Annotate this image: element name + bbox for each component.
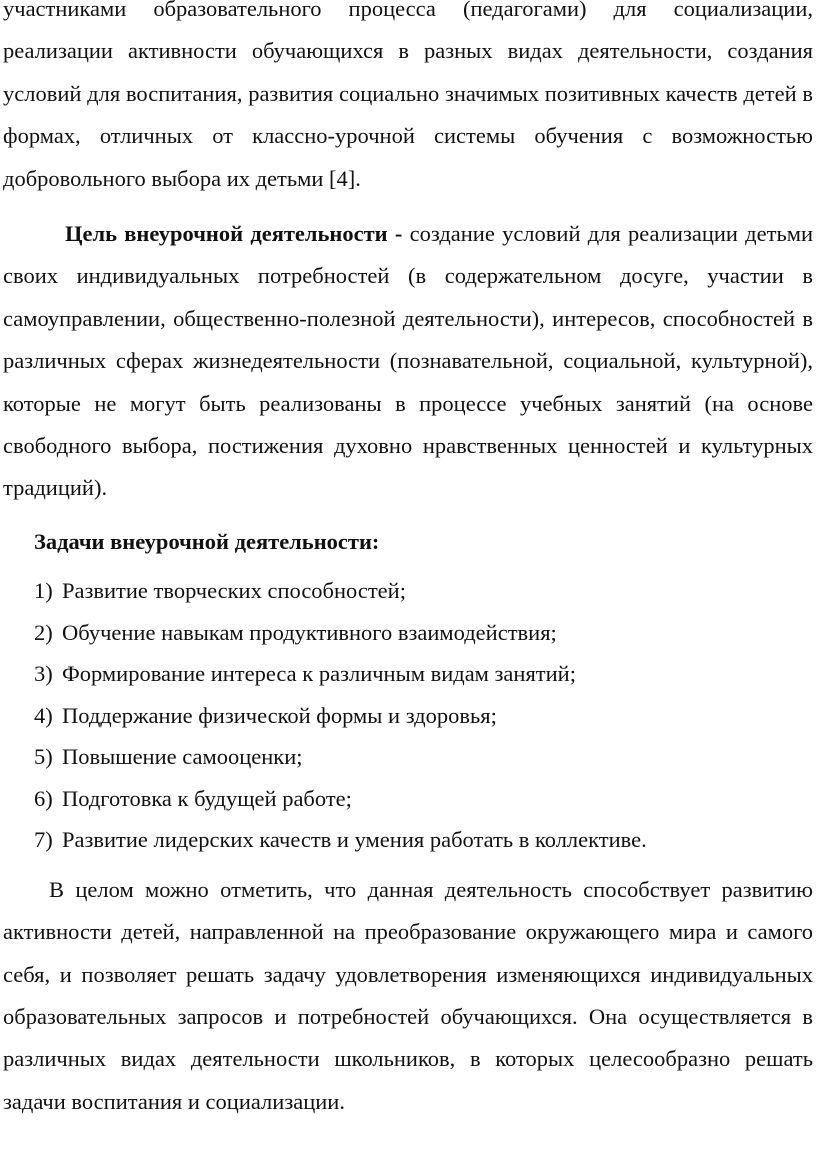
document-page [3,0,813,1123]
list-item-text: Формирование интереса к различным видам занятий; [62,661,576,687]
list-item-number: 3) [34,661,53,687]
list-item-number: 1) [34,578,53,604]
list-item [3,778,813,820]
tasks-list [3,570,813,861]
list-item-text: Обучение навыкам продуктивного взаимодействия; [62,619,557,645]
list-item [3,736,813,778]
list-item-number: 2) [34,619,53,645]
goal-label: Цель внеурочной деятельности - [65,221,403,247]
list-item-text: Развитие творческих способностей; [62,578,406,604]
goal-text: создание условий для реализации детьми своих индивидуальных потребностей (в содержательном досуге, участии в самоуправлении, общественно-полезной деятельности), интересов, способностей в различных сферах жизнедеятельности (познавательной, социальной, культурной), которые не могут быть реализованы в процессе учебных занятий (на основе свободного выбора, постижения духовно нравственных ценностей и культурных традиций). [3,221,813,501]
list-item-number: 5) [34,744,53,770]
list-item-text: Поддержание физической формы и здоровья; [62,702,497,728]
list-item [3,695,813,737]
list-item [3,570,813,612]
list-item-text: Развитие лидерских качеств и умения работать в коллективе. [62,827,647,853]
list-item [3,653,813,695]
list-item-number: 4) [34,702,53,728]
goal-paragraph [3,213,813,510]
tasks-heading: Задачи внеурочной деятельности: [34,528,380,554]
list-item-text: Подготовка к будущей работе; [62,785,352,811]
conclusion-paragraph: В целом можно отметить, что данная деятельность способствует развитию активности детей, направленной на преобразование окружающего мира и самого себя, и позволяет решать задачу удовлетворения изменяющихся индивидуальных образовательных запросов и потребностей обучающихся. Она осуществляется в различных видах деятельности школьников, в которых целесообразно решать задачи воспитания и социализации. [3,876,813,1114]
list-item-number: 6) [34,785,53,811]
intro-paragraph: участниками образовательного процесса (педагогами) для социализации, реализации активности обучающихся в разных видах деятельности, создания условий для воспитания, развития социально значимых позитивных качеств детей в формах, отличных от классно-урочной системы обучения с возможностью добровольного выбора их детьми [4]. [3,0,813,191]
list-item [3,612,813,654]
list-item-text: Повышение самооценки; [62,744,303,770]
list-item-number: 7) [34,827,53,853]
list-item [3,819,813,861]
